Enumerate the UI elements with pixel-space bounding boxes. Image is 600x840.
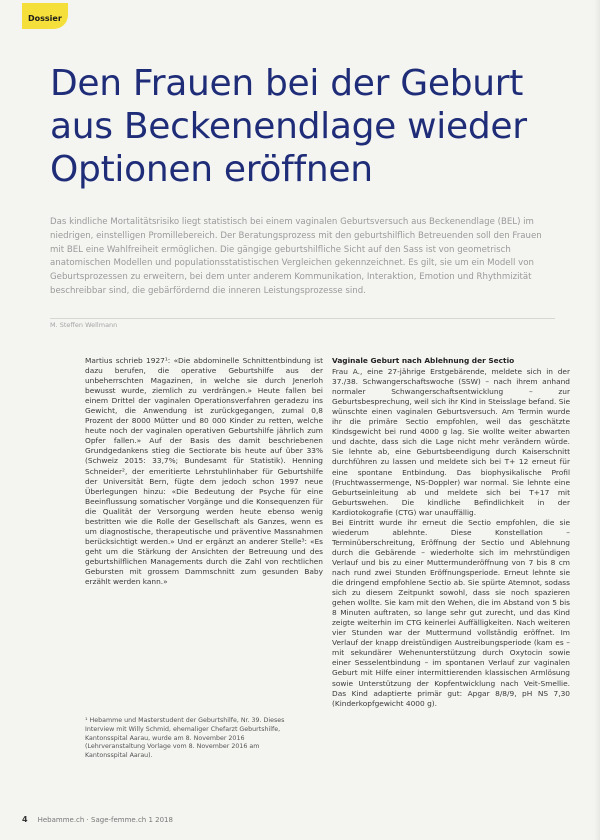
page-number: 4 xyxy=(22,815,28,824)
body-column-left xyxy=(85,356,323,587)
divider xyxy=(50,318,555,319)
journal-name: Hebamme.ch · Sage-femme.ch 1 2018 xyxy=(37,815,173,824)
author-byline: M. Steffen Wellmann xyxy=(50,321,118,329)
body-paragraph: Frau A., eine 27-jährige Erstgebärende, meldete sich in der 37./38. Schwangerschaftswoche (SSW) – nach ihrem anhand normaler Schwangerschaftsentwicklung – zur Geburtsbesprechung, weil sich ihr Kind in Steisslage befand. Sie wünschte einen vaginalen Geburtsversuch. Am Termin wurde ihr die primäre Sectio empfohlen, weil das geschätzte Kindsgewicht bei rund 4000 g lag. Sie wollte weiter abwarten und dachte, dass sich die Lage nicht mehr verändern würde. Sie lehnte ab, eine Geburtsbeendigung durch Kaiserschnitt durchführen zu lassen und meldete sich bei T+ 12 erneut für eine spontane Entbindung. Das biophysikalische Profil (Fruchtwassermenge, NS-Doppler) war normal. Sie lehnte eine Geburtseinleitung ab und meldete sich bei T+17 mit Geburtswehen. Die kindliche Befindlichkeit in der Kardiotokografie (CTG) war unauffällig. xyxy=(332,367,570,517)
body-paragraph: Martius schrieb 1927¹: «Die abdominelle Schnittentbindung ist dazu berufen, die operative Geburtshilfe aus der unbeherrschten Magazinen, in welche sie durch Jenerloh bewusst wurde, ziemlich zu verdrängen.» Heute fallen bei einem Drittel der vaginalen Operationsverfahren geradezu ins Gewicht, die Anwendung ist zurückgegangen, zumal 0,8 Prozent der 8000 Mütter und 80 000 Kinder zu retten, welche heute noch der vaginalen operativen Geburtshilfe jährlich zum Opfer fallen.» Auf der Basis des damit beschriebenen Grundgedankens stieg die Sectiorate bis heute auf über 33% (Schweiz 2015: 33,7%; Bundesamt für Statistik). Henning Schneider², der emeritierte Lehrstuhlinhaber für Geburtshilfe der Universität Bern, fügte dem jedoch schon 1997 neue Überlegungen hinzu: «Die Bedeutung der Psyche für eine Beeinflussung somatischer Vorgänge und die Konsequenzen für die Qualität der Versorgung werden heute ebenso wenig bestritten wie die Rolle der Gesellschaft als Ganzes, wenn es um diagnostische, therapeutische und präventive Massnahmen berücksichtigt werden.» Und er ergänzt an anderer Stelle³: «Es geht um die Stärkung der Ansichten der Betreuung und des geburtshilflichen Managements durch die Zahl von rechtlichen Gebursten mit grossem Dammschnitt zum gesunden Baby erzählt werden kann.» xyxy=(85,356,323,587)
section-tag xyxy=(22,3,68,29)
title-line: Optionen eröffnen xyxy=(50,149,373,190)
title-line: Den Frauen bei der Geburt xyxy=(50,63,524,104)
article-title xyxy=(50,62,570,191)
footnote: ¹ Hebamme und Masterstudent der Geburtshilfe, Nr. 39. Dieses Interview mit Willy Schmid, ehemaliger Chefarzt Geburtshilfe, Kantonsspital Aarau, wurde am 8. November 2016 (Lehrveranstaltung Vorlage vom 8. November 2016 am Kantonsspital Aarau). xyxy=(85,717,285,760)
body-column-right xyxy=(332,356,570,709)
page-edge-shadow xyxy=(594,0,600,840)
section-tag-label: Dossier xyxy=(28,14,62,23)
section-subhead: Vaginale Geburt nach Ablehnung der Sectio xyxy=(332,356,515,365)
body-paragraph: Bei Eintritt wurde ihr erneut die Sectio empfohlen, die sie wiederum ablehnte. Diese Konstellation – Terminüberschreitung, Eröffnung der Sectio und Ablehnung durch die Gebärende – wiederholte sich im mehrstündigen Verlauf und bis zu einer Muttermunderöffnung von 7 bis 8 cm nach rund zwei Stunden Eröffnungsperiode. Erneut lehnte sie die dringend empfohlene Sectio ab. Sie spürte Atemnot, sodass sich zu diesem Zeitpunkt sowohl, dass sie noch spazieren gehen wollte. Sie kam mit den Wehen, die im Abstand von 5 bis 8 Minuten auftraten, so lange sehr gut zurecht, und das Kind zeigte weiterhin im CTG keinerlei Auffälligkeiten. Nach weiteren vier Stunden war der Muttermund vollständig eröffnet. Im Verlauf der knapp dreistündigen Austreibungsperiode (kam es – mit sekundärer Wehenunterstützung durch Oxytocin sowie einer Sesselentbindung – im spontanen Verlauf zur vaginalen Geburt mit Hilfe einer intermittierenden klassischen Armlösung sowie Unterstützung der Kopfentwicklung nach Veit-Smellie. Das Kind adaptierte primär gut: Apgar 8/8/9, pH NS 7,30 (Kinderkopfgewicht 4000 g). xyxy=(332,517,570,708)
article-lead: Das kindliche Mortalitätsrisiko liegt statistisch bei einem vaginalen Geburtsversuch aus Beckenendlage (BEL) im niedrigen, einstelligen Promillebereich. Der Beratungsprozess mit den geburtshilflich Betreuenden soll den Frauen mit BEL eine Wahlfreiheit ermöglichen. Die gängige geburtshilfliche Sicht auf den Sass ist von geometrisch anatomischen Modellen und populationsstatistischen Vergleichen gekennzeichnet. Es gilt, sie um ein Modell von Geburtsprozessen zu erweitern, bei dem unter anderem Kommunikation, Interaktion, Emotion und Rhythmizität beschreibbar sind, die gebärfördernd die inneren Leistungsprozesse sind. xyxy=(50,217,542,296)
page-footer xyxy=(22,815,322,824)
title-line: aus Beckenendlage wieder xyxy=(50,106,527,147)
